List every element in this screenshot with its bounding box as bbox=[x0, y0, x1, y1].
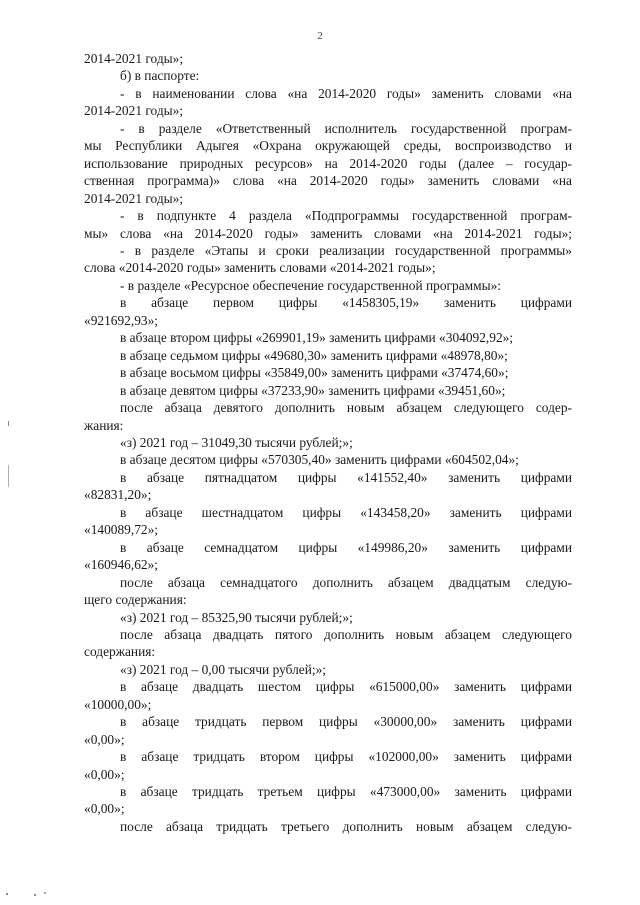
paragraph-line: в абзаце первом цифры «1458305,19» заменить цифрами bbox=[120, 295, 572, 311]
paragraph-line: «0,00»; bbox=[84, 731, 125, 747]
paragraph-line: «140089,72»; bbox=[84, 522, 159, 538]
paragraph-line: - в разделе «Этапы и сроки реализации государственной программы» bbox=[120, 242, 572, 258]
paragraph-line: в абзаце тридцать первом цифры «30000,00» заменить цифрами bbox=[120, 714, 572, 730]
paragraph-line: «0,00»; bbox=[84, 801, 125, 817]
paragraph-line: «0,00»; bbox=[84, 766, 125, 782]
paragraph-line: после абзаца семнадцатого дополнить абзацем двадцатым следую- bbox=[120, 574, 572, 590]
paragraph-line: в абзаце тридцать третьем цифры «473000,00» заменить цифрами bbox=[120, 784, 572, 800]
scan-mark bbox=[8, 465, 9, 487]
paragraph-line: в абзаце девятом цифры «37233,90» заменить цифрами «39451,60»; bbox=[120, 382, 506, 398]
scan-mark bbox=[34, 894, 36, 896]
scan-mark bbox=[44, 892, 46, 894]
paragraph-line: мы» слова «на 2014-2020 годы» заменить словами «на 2014-2021 годы»; bbox=[84, 225, 572, 241]
paragraph-line: «10000,00»; bbox=[84, 696, 152, 712]
paragraph-line: б) в паспорте: bbox=[120, 68, 200, 84]
paragraph-line: после абзаца девятого дополнить новым абзацем следующего содер- bbox=[120, 400, 572, 416]
paragraph-line: в абзаце десятом цифры «570305,40» заменить цифрами «604502,04»; bbox=[120, 452, 519, 468]
paragraph-line: «160946,62»; bbox=[84, 557, 159, 573]
paragraph-line: слова «2014-2020 годы» заменить словами «2014-2021 годы»; bbox=[84, 260, 436, 276]
paragraph-line: 2014-2021 годы»; bbox=[84, 51, 184, 66]
paragraph-line: в абзаце шестнадцатом цифры «143458,20» заменить цифрами bbox=[120, 504, 572, 520]
paragraph-line: «921692,93»; bbox=[84, 312, 159, 328]
paragraph-line: «з) 2021 год – 0,00 тысячи рублей;»; bbox=[120, 661, 327, 677]
paragraph-line: использование природных ресурсов» на 2014-2020 годы (далее – государ- bbox=[84, 155, 572, 171]
paragraph-line: «з) 2021 год – 85325,90 тысячи рублей;»; bbox=[120, 609, 353, 625]
paragraph-line: «з) 2021 год – 31049,30 тысячи рублей;»; bbox=[120, 434, 353, 450]
scan-mark bbox=[8, 421, 9, 426]
paragraph-line: 2014-2021 годы»; bbox=[84, 103, 184, 119]
paragraph-line: в абзаце втором цифры «269901,19» заменить цифрами «304092,92»; bbox=[120, 330, 514, 346]
paragraph-line: в абзаце семнадцатом цифры «149986,20» заменить цифрами bbox=[120, 539, 572, 555]
paragraph-line: мы Республики Адыгея «Охрана окружающей среды, воспроизводство и bbox=[84, 138, 572, 154]
paragraph-line: жания: bbox=[84, 417, 124, 433]
paragraph-line: в абзаце пятнадцатом цифры «141552,40» заменить цифрами bbox=[120, 469, 572, 485]
paragraph-line: в абзаце восьмом цифры «35849,00» заменить цифрами «37474,60»; bbox=[120, 365, 509, 381]
paragraph-line: содержания: bbox=[84, 644, 156, 660]
paragraph-line: после абзаца двадцать пятого дополнить новым абзацем следующего bbox=[120, 626, 572, 642]
paragraph-line: - в наименовании слова «на 2014-2020 годы» заменить словами «на bbox=[120, 85, 572, 101]
scan-mark bbox=[6, 893, 8, 895]
paragraph-line: щего содержания: bbox=[84, 592, 187, 608]
paragraph-line: в абзаце седьмом цифры «49680,30» заменить цифрами «48978,80»; bbox=[120, 347, 508, 363]
page-number: 2 bbox=[317, 30, 323, 42]
paragraph-line: - в разделе «Ответственный исполнитель государственной програм- bbox=[120, 120, 572, 136]
paragraph-line: «82831,20»; bbox=[84, 487, 152, 503]
paragraph-line: ственная программа)» слова «на 2014-2020 годы» заменить словами «на bbox=[84, 173, 572, 189]
paragraph-line: в абзаце двадцать шестом цифры «615000,00» заменить цифрами bbox=[120, 679, 572, 695]
paragraph-line: 2014-2021 годы»; bbox=[84, 190, 184, 206]
paragraph-line: - в разделе «Ресурсное обеспечение государственной программы»: bbox=[120, 277, 502, 293]
document-body bbox=[84, 50, 572, 835]
paragraph-line: в абзаце тридцать втором цифры «102000,00» заменить цифрами bbox=[120, 749, 572, 765]
paragraph-line: - в подпункте 4 раздела «Подпрограммы государственной програм- bbox=[120, 208, 572, 224]
paragraph-line: после абзаца тридцать третьего дополнить новым абзацем следую- bbox=[120, 818, 572, 834]
